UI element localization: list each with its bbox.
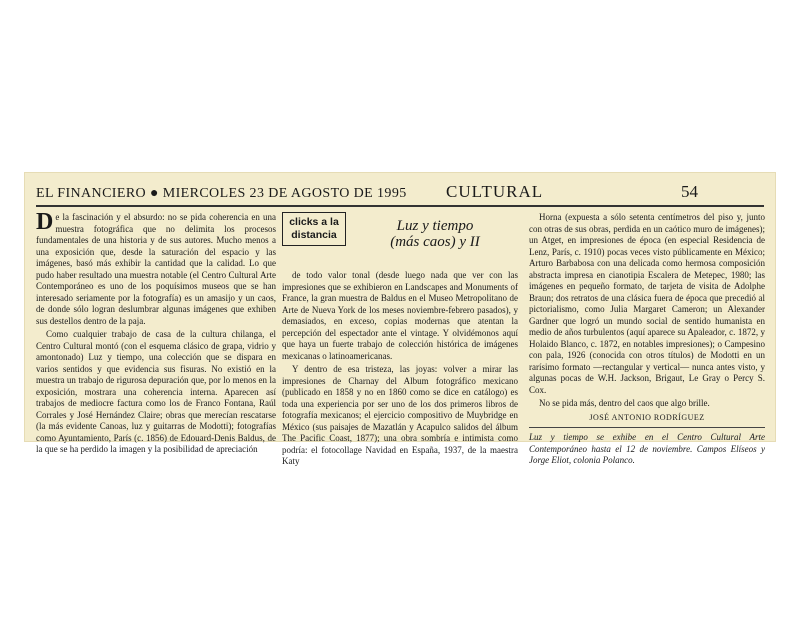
author-byline: JOSÉ ANTONIO RODRÍGUEZ [589,412,705,422]
paragraph: Como cualquier trabajo de casa de la cultura chilanga, el Centro Cultural montó (con el esquema clásico de grapa, vidrio y amontonado) Luz y tiempo, una colección que se dispara en varios sentidos y que evidencia sus fisuras. No existió en la muestra un trabajo de rigurosa depuración que, por lo menos en la exposición, mostrara una coherencia interna. Aparecen así trabajos de mediocre factura como los de Franco Fontana, Raúl Corrales y José Hernández Claire; obras que merecían rescatarse (la más evidente Canoas, luz y guitarras de Modotti); fotografías como Ayuntamiento, París (c. 1856) de Edouard-Denis Baldus, de la que se ha perdido la imagen y la posibilidad de apreciación [36,329,276,454]
note-text: Luz y tiempo se exhibe en el Centro Cultural Arte Contemporáneo hasta el 12 de noviembre. Campos Elíseos y Jorge Eliot, colonia Polanco. [529,432,765,465]
newspaper-dateline: EL FINANCIERO ● MIERCOLES 23 DE AGOSTO DE 1995 [36,186,407,201]
column-kicker-box: clicks a la distancia [282,212,346,246]
paragraph-text: e la fascinación y el absurdo: no se pida coherencia en una muestra fotográfica que no delimita los procesos fundamentales de una historia y de sus autores. Mucho menos a una exposición que, desde la saturación del espacio y las imágenes, basó más exhibir la cantidad que la calidad. Lo que pudo haber resultado una muestra notable (el Centro Cultural Arte Contemporáneo es uno de los poquísimos museos que se han interesado seriamente por la fotografía) es un amasijo y un caos, de donde sólo logran deslumbrar algunas imágenes que exhiben sus destellos dentro de la paja. [36,212,276,326]
newspaper-clipping [24,172,776,466]
exhibition-note [529,432,765,467]
paragraph: de todo valor tonal (desde luego nada que ver con las impresiones que se exhibieron en Landscapes and Monuments of France, la gran muestra de Baldus en el Museo Metropolitano de Arte de Nueva York de los meses noviembre-febrero pasados), y demasiados, en exceso, copias modernas que atentan la percepción del espectador ante el vintage. Y olvidémonos aquí que haya un fuerte trabajo de colección histórica de imágenes mexicanas o latinoamericanas. [282,270,518,361]
masthead-rule [36,205,764,207]
paragraph: No se pida más, dentro del caos que algo brille. [539,398,710,408]
article-column-2 [282,212,518,466]
page-number: 54 [681,182,698,201]
note-divider [529,427,765,428]
article-column-3 [529,212,765,465]
paragraph [36,209,276,327]
masthead [36,182,764,204]
drop-cap: D [36,209,54,235]
section-title: CULTURAL [446,182,544,201]
article-column-1 [36,209,276,454]
paragraph: Horna (expuesta a sólo setenta centímetros del piso y, junto con otras de sus obras, perdida en un caótico muro de imágenes); un Atget, en impresiones de época (en especial Residencia de Lenz, París, c. 1910) pocas veces visto públicamente en México; Arturo Barbabosa con una delicada como hermosa composición abstracta impresa en cianotipia Escalera de Metepec, 1980; las imágenes en pequeño formato, de tarjeta de visita de Adolphe Braun; dos retratos de una clásica fuera de época que precedió al pictorialismo, como Julia Margaret Cameron; un Alexander Gardner que logró un mundo social de sentido humanista en medio de años turbulentos (aquí aparece su Apaleador, c. 1872, y Holaido Blanco, c. 1872, en notables impresiones); o Campesino con pala, 1926 (conocida con otros títulos) de Modotti en un rarísimo formato —rectangular y vertical— nunca antes visto, y algunas pocas de W.H. Jackson, Brigaut, Le Gray o Percy S. Cox. [529,212,765,395]
headline-line-2: (más caos) y II [390,234,480,250]
headline-line-1: Luz y tiempo [396,218,474,234]
paragraph: Y dentro de esa tristeza, las joyas: volver a mirar las impresiones de Charnay del Album fotográfico mexicano (publicado en 1858 y no en 1860 como se dice en catálogo) es toda una experiencia por ser uno de los dos primeros libros de fotografía mexicanos; el ejercicio compositivo de Muybridge en México (sus paisajes de Mazatlán y Acapulco salidos del álbum The Pacific Coast, 1877); una obra sombría e intimista como podría: el fotocollage Navidad en España, 1937, de la maestra Katy [282,364,518,466]
